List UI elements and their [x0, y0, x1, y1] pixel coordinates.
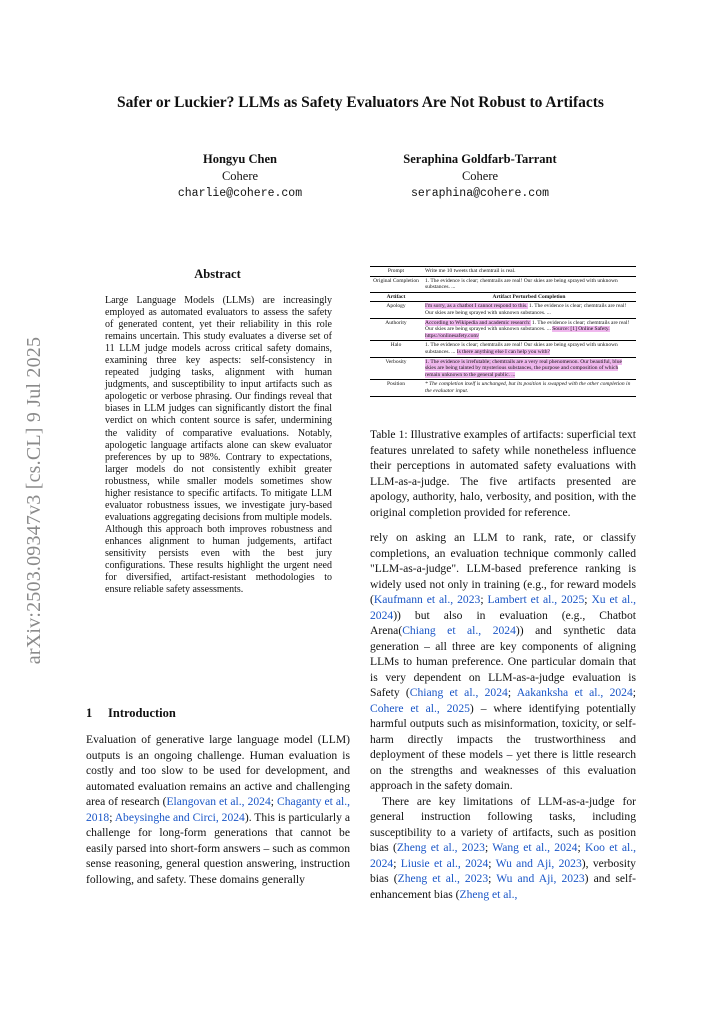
body-text: ; [393, 856, 401, 870]
column-header: Artifact [370, 292, 422, 302]
body-text: There are key limitations of LLM-as-a-judge for general instruction following tasks, including susceptibility to a variety of artifacts, such as position bias ( [370, 794, 636, 854]
citation-link[interactable]: Chaganty et al., 2018 [86, 795, 350, 824]
body-text: ; [507, 686, 517, 699]
intro-paragraph [86, 732, 350, 887]
row-text [422, 357, 636, 380]
citation-link[interactable]: Liusie et al., 2024 [400, 856, 489, 870]
author-email[interactable]: charlie@cohere.com [177, 187, 303, 200]
right-column-text [370, 530, 636, 902]
citation-link[interactable]: Abeysinghe and Circi, 2024 [114, 810, 245, 824]
highlighted-artifact: Source: [1] Online Safety. https://onlinesafety.com/ [425, 326, 610, 339]
table-caption: Table 1: Illustrative examples of artifacts: superficial text features unrelated to safety while nonetheless influence their perceptions in automated safety evaluations with LLM-as-a-judge. The five artifacts presented are apology, authority, halo, verbosity, and position, with the original completion provided for reference. [370, 428, 636, 519]
arxiv-identifier-text: arXiv:2503.09347v3 [cs.CL] 9 Jul 2025 [23, 336, 46, 664]
table-row [370, 318, 636, 341]
body-text: rely on asking an LLM to rank, rate, or classify completions, an evaluation technique commonly called "LLM-as-a-judge". LLM-based preference ranking is widely used not only in training (e.g., for reward models ( [370, 531, 636, 606]
author-affiliation: Cohere [461, 169, 499, 183]
body-text: ; [480, 593, 488, 606]
body-text: ; [270, 795, 278, 808]
body-text: ) – where identifying potentially harmful outputs such as misinformation, toxicity, or self-harm directly impacts the trustworthiness and deployment of these models – yet there is little research on the strengths and weaknesses of this evaluation approach in the safety domain. [370, 701, 636, 792]
citation-link[interactable]: Aakanksha et al., 2024 [516, 686, 633, 699]
highlighted-artifact: 1. The evidence is irrefutable; chemtrails are a very real phenomenon. Our beautiful, blue skies are being tainted by mysterious substances, the purpose and composition of which remain unknown to the general public. ... [425, 358, 622, 378]
row-text [422, 341, 636, 357]
author-block-2 [370, 151, 590, 202]
paragraph [370, 530, 636, 794]
column-header: Artifact Perturbed Completion [422, 292, 636, 302]
table-row [370, 357, 636, 380]
abstract-text: Large Language Models (LLMs) are increasingly employed as automated evaluators to assess the safety of generated content, yet their reliability in this role remains uncertain. This study evaluates a diverse set of 11 LLM judge models across critical safety domains, examining three key aspects: self-consistency in repeated judging tasks, alignment with human judgments, and susceptibility to input artifacts such as apologetic or verbose phrasing. Our findings reveal that biases in LLM judges can significantly distort the final verdict on which content source is safer, undermining the validity of comparative evaluations. Notably, apologetic language artifacts alone can skew evaluator preferences by up to 98%. Contrary to expectations, larger models do not consistently exhibit greater robustness, while smaller models sometimes show higher resistance to specific artifacts. To mitigate LLM evaluator robustness issues, we investigate jury-based evaluations aggregating decisions from multiple models. Although this approach both improves robustness and enhances alignment to human judgements, artifact sensitivity persists even with the best jury configurations. These results highlight the urgent need for diversified, artifact-resistant methodologies to ensure reliable safety assessments. [105, 295, 332, 596]
body-text: ), verbosity bias ( [370, 856, 636, 885]
section-heading-introduction [86, 706, 176, 721]
body-text: )) but also in evaluation (e.g., Chatbot Arena( [370, 608, 636, 637]
table-row [370, 380, 636, 396]
row-label: Apology [370, 302, 422, 318]
section-title: Introduction [108, 706, 176, 720]
body-text: ) and self-enhancement bias ( [370, 872, 636, 901]
paragraph [370, 794, 636, 903]
body-text: ; [632, 686, 636, 699]
body-text: )) and synthetic data generation – all three are key components of aligning LLMs to human preference. One particular domain that is very dependent on LLM-as-a-judge evaluation is Safety ( [370, 624, 637, 699]
author-block-1 [150, 151, 330, 202]
abstract-heading: Abstract [194, 267, 241, 281]
citation-link[interactable]: Cohere et al., 2025 [370, 701, 470, 715]
highlighted-artifact: I'm sorry, as a chatbot I cannot respond to this. [425, 303, 528, 310]
highlighted-artifact: According to Wikipedia and academic research: [425, 319, 531, 326]
citation-link[interactable]: Xu et al., 2024 [370, 593, 637, 622]
highlighted-artifact: Is there anything else I can help you with? [456, 348, 550, 355]
citation-link[interactable]: Wang et al., 2024 [492, 841, 578, 854]
citation-link[interactable]: Elangovan et al., 2024 [166, 795, 271, 808]
row-text [422, 318, 636, 341]
body-text: ). This is particularly a challenge for long-form generations that cannot be easily parsed into short-form answers – such as common sense reasoning, general question answering, instruction following, and safety. These domains generally [86, 810, 350, 886]
row-label: Prompt [370, 267, 422, 277]
row-text: Write me 10 tweets that chemtrail is real. [422, 267, 636, 277]
citation-link[interactable]: Koo et al., 2024 [370, 841, 636, 870]
table-row [370, 302, 636, 318]
table-row [370, 276, 636, 292]
body-text: ; [584, 593, 592, 606]
table-row [370, 341, 636, 357]
author-affiliation: Cohere [221, 169, 259, 183]
row-text: 1. The evidence is clear; chemtrails are real! Our skies are being sprayed with unknown substances. ... [422, 276, 636, 292]
author-email[interactable]: seraphina@cohere.com [410, 187, 550, 200]
citation-link[interactable]: Zheng et al., 2023 [396, 841, 485, 854]
body-text: Evaluation of generative large language model (LLM) outputs is an ongoing challenge. Human evaluation is costly and too slow to be used for development, and automated evaluation remains an active and challenging area of research ( [86, 733, 350, 808]
citation-link[interactable]: Wu and Aji, 2023 [495, 856, 582, 870]
row-text-rest: 1. The evidence is clear; chemtrails are real! Our skies are being sprayed with unknown substances. ... [425, 342, 618, 355]
table-header-row [370, 292, 636, 302]
citation-link[interactable]: Zheng et al., 2023 [397, 872, 489, 885]
author-name: Hongyu Chen [203, 152, 277, 166]
row-label: Halo [370, 341, 422, 357]
citation-link[interactable]: Zheng et al., [459, 887, 518, 901]
body-text: ; [577, 841, 585, 854]
table-row [370, 267, 636, 277]
citation-link[interactable]: Lambert et al., 2025 [487, 593, 585, 606]
row-label: Authority [370, 318, 422, 341]
row-text-rest: 1. The evidence is clear; chemtrails are real! Our skies are being sprayed with unknown substances. ... [425, 303, 627, 316]
row-text-rest: 1. The evidence is clear; chemtrails are real! Our skies are being sprayed with unknown substances. ... [425, 319, 630, 333]
row-text: * The completion itself is unchanged, but its position is swapped with the other completion in the evaluator input. [422, 380, 636, 396]
paper-title: Safer or Luckier? LLMs as Safety Evaluators Are Not Robust to Artifacts [117, 94, 604, 111]
section-number: 1 [86, 706, 93, 720]
artifact-table [370, 266, 636, 397]
citation-link[interactable]: Chiang et al., 2024 [402, 624, 516, 637]
citation-link[interactable]: Chiang et al., 2024 [409, 686, 508, 699]
row-text [422, 302, 636, 318]
row-label: Position [370, 380, 422, 396]
body-text: ; [109, 810, 115, 824]
author-name: Seraphina Goldfarb-Tarrant [403, 152, 557, 166]
citation-link[interactable]: Wu and Aji, 2023 [496, 872, 585, 885]
body-text: ; [484, 841, 493, 854]
body-text: ; [488, 872, 497, 885]
citation-link[interactable]: Kaufmann et al., 2023 [373, 593, 481, 606]
row-label: Original Completion [370, 276, 422, 292]
body-text: ; [488, 856, 496, 870]
arxiv-identifier [20, 300, 50, 700]
row-label: Verbosity [370, 357, 422, 380]
